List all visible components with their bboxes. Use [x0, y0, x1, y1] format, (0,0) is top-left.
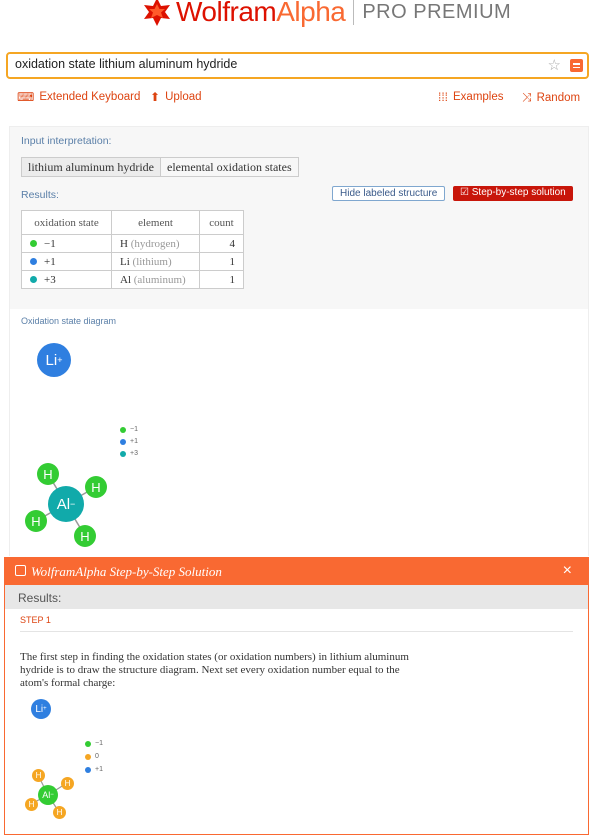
hydrogen-atom: H — [25, 510, 47, 532]
state-cell: +3 — [22, 271, 112, 289]
upload-label: Upload — [165, 91, 202, 103]
table-row — [22, 271, 244, 289]
legend-item: 0 — [85, 753, 99, 760]
favorite-star-icon[interactable]: ☆ — [547, 57, 561, 74]
logo-text: WolframAlpha — [176, 0, 346, 27]
legend-item: +1 — [120, 438, 138, 445]
search-bar — [6, 52, 589, 79]
extended-keyboard-label: Extended Keyboard — [39, 91, 141, 103]
element-cell: Al (aluminum) — [112, 271, 200, 289]
hydrogen-atom: H — [25, 798, 38, 811]
header — [0, 0, 592, 42]
random-button[interactable] — [522, 90, 580, 105]
interpretation-box — [21, 157, 299, 177]
hydrogen-atom: H — [74, 525, 96, 547]
pod-title: Results: — [21, 189, 59, 201]
count-cell: 4 — [200, 235, 244, 253]
logo-divider — [353, 0, 354, 25]
count-cell: 1 — [200, 271, 244, 289]
compute-button[interactable] — [570, 59, 583, 72]
table-row — [22, 235, 244, 253]
element-cell: Li (lithium) — [112, 253, 200, 271]
interpretation-property: elemental oxidation states — [167, 160, 292, 174]
checkbox-icon: ☑ — [460, 187, 472, 198]
hydrogen-atom: H — [85, 476, 107, 498]
random-label: Random — [536, 91, 581, 104]
input-interpretation-pod — [10, 127, 588, 185]
step-by-step-button[interactable] — [453, 186, 573, 201]
search-input[interactable] — [15, 57, 515, 71]
pod-title: Oxidation state diagram — [21, 316, 117, 326]
lithium-dot-icon — [30, 258, 37, 265]
upload-icon: ⬆ — [150, 90, 161, 104]
wolframalpha-logo[interactable] — [142, 0, 511, 32]
results-area — [9, 126, 589, 556]
step-number: STEP 1 — [20, 615, 51, 625]
element-cell: H (hydrogen) — [112, 235, 200, 253]
column-header: element — [112, 211, 200, 235]
oxidation-diagram-pod — [10, 309, 588, 557]
pod-title: Input interpretation: — [21, 135, 112, 147]
examples-button[interactable] — [438, 90, 504, 104]
close-icon[interactable]: × — [562, 562, 572, 579]
legend-item: −1 — [85, 740, 103, 747]
oxidation-table — [21, 210, 244, 289]
hydrogen-atom: H — [32, 769, 45, 782]
lithium-atom: Li + — [37, 343, 71, 377]
legend-item: +1 — [85, 766, 103, 773]
hydrogen-dot-icon — [30, 240, 37, 247]
pro-premium-label: PRO PREMIUM — [362, 0, 512, 23]
wolfram-spikey-icon — [142, 0, 172, 27]
hydrogen-atom: H — [37, 463, 59, 485]
interpretation-term[interactable]: lithium aluminum hydride — [22, 158, 161, 176]
step-by-step-panel — [4, 557, 589, 835]
aluminum-atom: Al − — [48, 486, 84, 522]
grid-icon: ⁞⁞⁞ — [438, 90, 449, 104]
step-by-step-title: WolframAlpha Step-by-Step Solution — [31, 564, 222, 579]
legend-item: −1 — [120, 426, 138, 433]
hydrogen-atom: H — [61, 777, 74, 790]
lithium-atom: Li + — [31, 699, 51, 719]
keyboard-icon: ⌨ — [17, 90, 35, 104]
table-row — [22, 253, 244, 271]
aluminum-atom: Al − — [38, 785, 58, 805]
state-cell: +1 — [22, 253, 112, 271]
column-header: count — [200, 211, 244, 235]
toolbar — [0, 90, 592, 108]
column-header: oxidation state — [22, 211, 112, 235]
step-results-label: Results: — [5, 585, 588, 609]
table-header-row — [22, 211, 244, 235]
state-cell: −1 — [22, 235, 112, 253]
extended-keyboard-button[interactable] — [17, 90, 140, 104]
legend-item: +3 — [120, 450, 138, 457]
shuffle-icon: ⤨ — [522, 90, 532, 104]
step-explanation: The first step in finding the oxidation states (or oxidation numbers) in lithium aluminum hydride is to draw the structure diagram. Next set every oxidation number equal to the atom's formal charge: — [20, 651, 409, 689]
hydrogen-atom: H — [53, 806, 66, 819]
upload-button[interactable] — [150, 90, 202, 104]
results-pod — [10, 185, 588, 309]
examples-label: Examples — [453, 91, 504, 103]
aluminum-dot-icon — [30, 276, 37, 283]
count-cell: 1 — [200, 253, 244, 271]
hide-labeled-structure-button[interactable]: Hide labeled structure — [332, 186, 445, 201]
step-by-step-label: Step-by-step solution — [471, 187, 566, 198]
